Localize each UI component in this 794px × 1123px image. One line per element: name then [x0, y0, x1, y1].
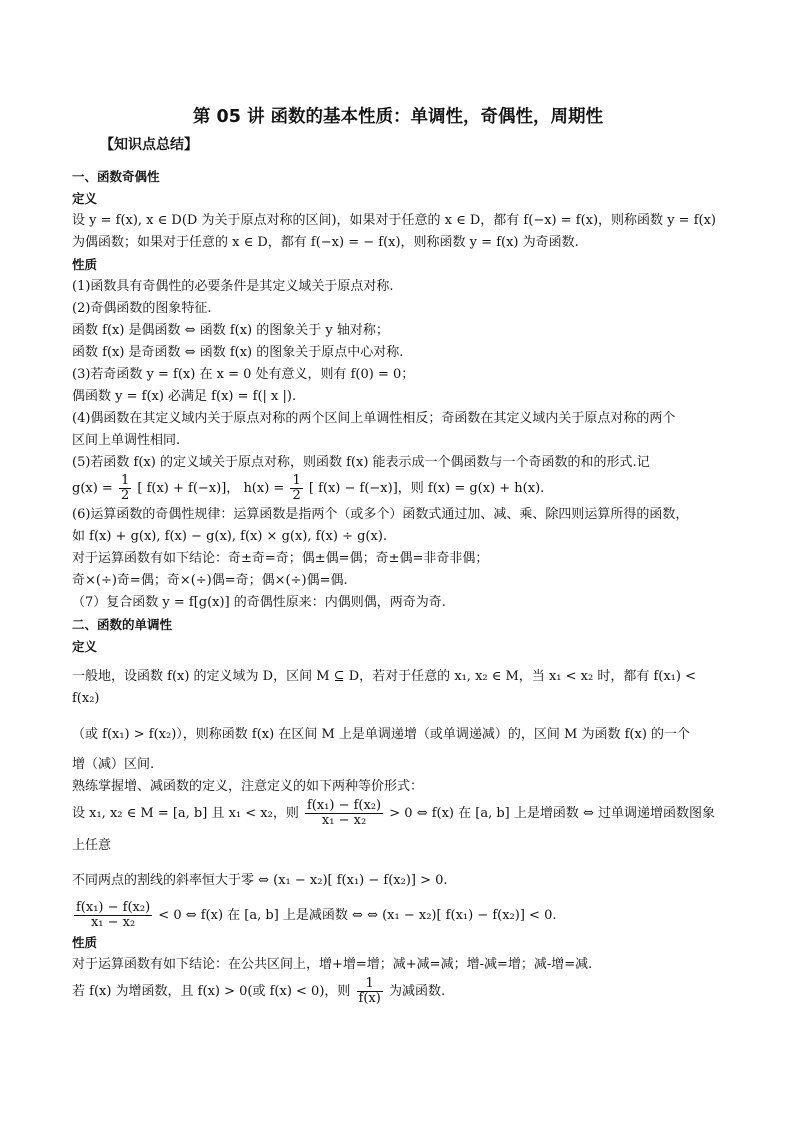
reciprocal-denominator: f(x) [358, 991, 381, 1006]
monotonicity-property-2 [72, 976, 724, 1008]
parity-definition-line-1: 设 y = f(x), x ∈ D(D 为关于原点对称的区间)，如果对于任意的 x ∈ D，都有 f(−x) = f(x)，则称函数 y = f(x) [72, 213, 716, 228]
parity-property-2b: 函数 f(x) 是奇函数 ⇔ 函数 f(x) 的图象关于原点中心对称. [72, 345, 404, 360]
parity-property-4a: (4)偶函数在其定义域内关于原点对称的两个区间上单调性相反；奇函数在其定义域内关于原点对称的两个 [72, 411, 676, 426]
equivalent-form-2 [72, 900, 724, 932]
monotonicity-definition-4: 熟练掌握增、减函数的定义，注意定义的如下两种等价形式： [72, 779, 424, 794]
monotonicity-definition-label: 定义 [72, 639, 98, 654]
monotonicity-definition-2: （或 f(x₁) > f(x₂)），则称函数 f(x) 在区间 M 上是单调递增（或单调递减）的，区间 M 为函数 f(x) 的一个 [72, 727, 691, 742]
equivalent-form-1-fraction [305, 799, 383, 828]
parity-property-6d: 奇×(÷)奇=偶；奇×(÷)偶=奇；偶×(÷)偶=偶. [72, 573, 348, 588]
equivalent-form-1-denominator: x₁ − x₂ [321, 813, 367, 828]
monotonicity-definition-3: 增（减）区间. [72, 757, 155, 772]
monotonicity-property-1: 对于运算函数有如下结论：在公共区间上，增+增=增；减+减=减；增-减=增；减-增=减. [72, 957, 593, 972]
parity-property-5a: (5)若函数 f(x) 的定义域关于原点对称，则函数 f(x) 能表示成一个偶函数与一个奇函数的和的形式.记 [72, 455, 650, 470]
section-monotonicity-heading: 二、函数的单调性 [72, 617, 173, 632]
h-formula-right: [ f(x) − f(−x)]，则 f(x) = g(x) + h(x). [308, 481, 545, 496]
section-parity-heading: 一、函数奇偶性 [72, 169, 160, 184]
h-formula-fraction [290, 474, 302, 503]
equivalent-form-2-numerator: f(x₁) − f(x₂) [76, 900, 151, 915]
reciprocal-fraction [357, 977, 383, 1006]
g-formula-left: g(x) = [72, 481, 113, 496]
parity-definition-label: 定义 [72, 191, 98, 206]
parity-property-3b: 偶函数 y = f(x) 必满足 f(x) = f(| x |). [72, 389, 297, 404]
parity-property-2a: 函数 f(x) 是偶函数 ⇔ 函数 f(x) 的图象关于 y 轴对称； [72, 323, 389, 338]
equivalent-form-2-right: < 0 ⇔ f(x) 在 [a, b] 上是减函数 ⇔ ⇔ (x₁ − x₂)[ f(x₁) − f(x₂)] < 0. [158, 908, 557, 923]
g-fraction-denominator: 2 [120, 488, 130, 503]
g-formula-fraction [119, 474, 131, 503]
parity-property-6b: 如 f(x) + g(x), f(x) − g(x), f(x) × g(x), f(x) ÷ g(x). [72, 529, 388, 544]
parity-property-4b: 区间上单调性相同. [72, 433, 181, 448]
parity-definition-line-2: 为偶函数；如果对于任意的 x ∈ D，都有 f(−x) = − f(x)，则称函数 y = f(x) 为奇函数. [72, 235, 579, 250]
h-fraction-numerator: 1 [292, 473, 301, 488]
parity-property-2: (2)奇偶函数的图象特征. [72, 301, 212, 316]
parity-property-3a: (3)若奇函数 y = f(x) 在 x = 0 处有意义，则有 f(0) = 0； [72, 367, 415, 382]
page-title: 第 05 讲 函数的基本性质：单调性，奇偶性，周期性 [192, 107, 604, 127]
summary-heading: 【知识点总结】 [100, 137, 198, 153]
parity-property-1: (1)函数具有奇偶性的必要条件是其定义域关于原点对称. [72, 279, 394, 294]
parity-property-5b [72, 474, 724, 504]
monotonicity-property-2-left: 若 f(x) 为增函数，且 f(x) > 0(或 f(x) < 0)，则 [72, 984, 351, 999]
parity-property-6a: (6)运算函数的奇偶性规律：运算函数是指两个（或多个）函数式通过加、减、乘、除四则运算所得的函数， [72, 507, 689, 522]
parity-property-7: （7）复合函数 y = f[g(x)] 的奇偶性原来：内偶则偶，两奇为奇. [72, 595, 446, 610]
equivalent-form-1-numerator: f(x₁) − f(x₂) [306, 798, 382, 813]
equivalent-form-2-denominator: x₁ − x₂ [90, 915, 136, 930]
reciprocal-numerator: 1 [357, 977, 383, 992]
g-formula-right: [ f(x) + f(−x)]， [137, 481, 240, 496]
equivalent-form-1-right: > 0 ⇔ f(x) 在 [a, b] 上是增函数 ⇔ 过单调递增函数图象上任意 [72, 806, 716, 853]
equivalent-form-1-line-2: 不同两点的割线的斜率恒大于零 ⇔ (x₁ − x₂)[ f(x₁) − f(x₂)] > 0. [72, 873, 448, 888]
parity-property-label: 性质 [72, 257, 98, 272]
h-formula-left: h(x) = [243, 481, 285, 496]
monotonicity-property-2-right: 为减函数. [388, 984, 446, 999]
monotonicity-property-label: 性质 [72, 935, 98, 950]
parity-property-6c: 对于运算函数有如下结论：奇±奇=奇；偶±偶=偶；奇±偶=非奇非偶； [72, 551, 489, 566]
g-fraction-numerator: 1 [120, 473, 130, 488]
equivalent-form-1-left: 设 x₁, x₂ ∈ M = [a, b] 且 x₁ < x₂，则 [72, 806, 299, 821]
h-fraction-denominator: 2 [292, 488, 301, 503]
equivalent-form-1 [72, 798, 724, 862]
monotonicity-definition-1: 一般地，设函数 f(x) 的定义域为 D，区间 M ⊆ D，若对于任意的 x₁, x₂ ∈ M，当 x₁ < x₂ 时，都有 f(x₁) < f(x₂) [72, 669, 696, 706]
equivalent-form-2-fraction [74, 901, 152, 930]
